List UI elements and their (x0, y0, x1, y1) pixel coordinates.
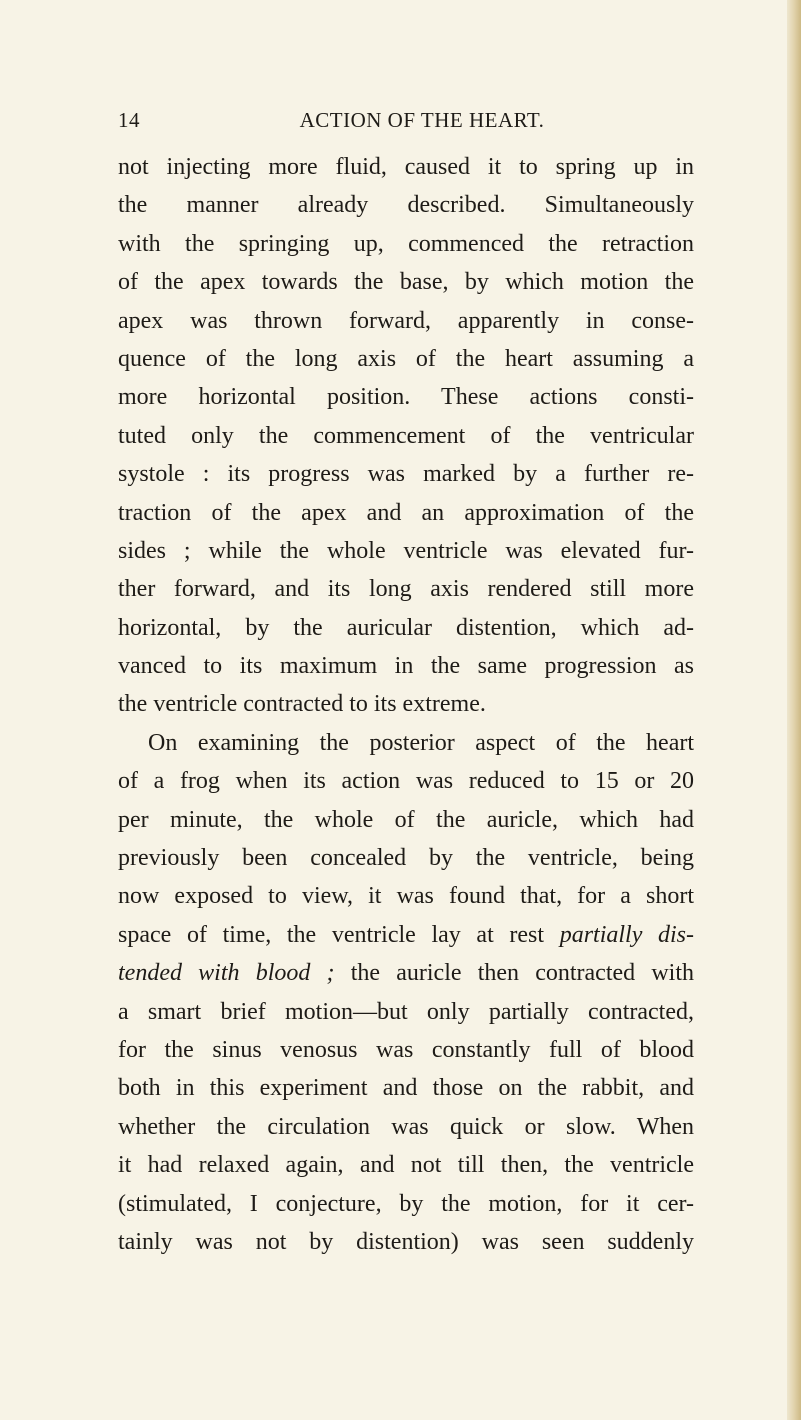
text-span: the auricle then contracted with (334, 960, 695, 987)
text-line: apex was thrown forward, apparently in conse- (118, 307, 694, 334)
page-number: 14 (118, 108, 140, 132)
text-line: previously been concealed by the ventricle, being (118, 845, 694, 872)
text-line: both in this experiment and those on the rabbit, and (118, 1075, 694, 1102)
text-line-with-italic (118, 954, 694, 992)
text-line: the manner already described. Simultaneously (118, 192, 694, 219)
text-line: systole : its progress was marked by a further re- (118, 461, 694, 488)
paragraph-start-line: On examining the posterior aspect of the heart (148, 729, 694, 756)
text-line: (stimulated, I conjecture, by the motion, for it cer- (118, 1190, 694, 1217)
text-line: tuted only the commencement of the ventricular (118, 422, 694, 449)
text-line: of a frog when its action was reduced to 15 or 20 (118, 768, 694, 795)
running-head (118, 108, 690, 142)
text-line: a smart brief motion—but only partially contracted, (118, 998, 694, 1025)
text-line: the ventricle contracted to its extreme. (118, 691, 486, 718)
text-line: for the sinus venosus was constantly full of blood (118, 1036, 694, 1063)
text-line: of the apex towards the base, by which motion the (118, 269, 694, 296)
text-line: not injecting more fluid, caused it to spring up in (118, 154, 694, 180)
italic-text: tended with blood ; (118, 960, 335, 987)
text-line: tainly was not by distention) was seen suddenly (118, 1228, 694, 1255)
text-line: more horizontal position. These actions consti- (118, 384, 694, 411)
text-line: per minute, the whole of the auricle, which had (118, 806, 694, 833)
text-line: ther forward, and its long axis rendered still more (118, 576, 694, 603)
page-edge (787, 0, 801, 1420)
text-line: quence of the long axis of the heart assuming a (118, 345, 694, 372)
running-title: ACTION OF THE HEART. (299, 108, 545, 132)
body-text (118, 148, 694, 1261)
text-line-with-italic (118, 916, 694, 954)
text-line: sides ; while the whole ventricle was elevated fur- (118, 537, 694, 564)
text-line: traction of the apex and an approximation of the (118, 499, 694, 526)
text-span: space of time, the ventricle lay at rest (118, 921, 560, 948)
text-line: vanced to its maximum in the same progression as (118, 653, 694, 680)
text-line: horizontal, by the auricular distention, which ad- (118, 614, 694, 641)
text-line: whether the circulation was quick or slow. When (118, 1113, 694, 1140)
text-line: now exposed to view, it was found that, for a short (118, 883, 694, 910)
text-line: with the springing up, commenced the retraction (118, 230, 694, 257)
text-line: it had relaxed again, and not till then, the ventricle (118, 1152, 694, 1179)
italic-text: partially dis- (559, 921, 694, 948)
